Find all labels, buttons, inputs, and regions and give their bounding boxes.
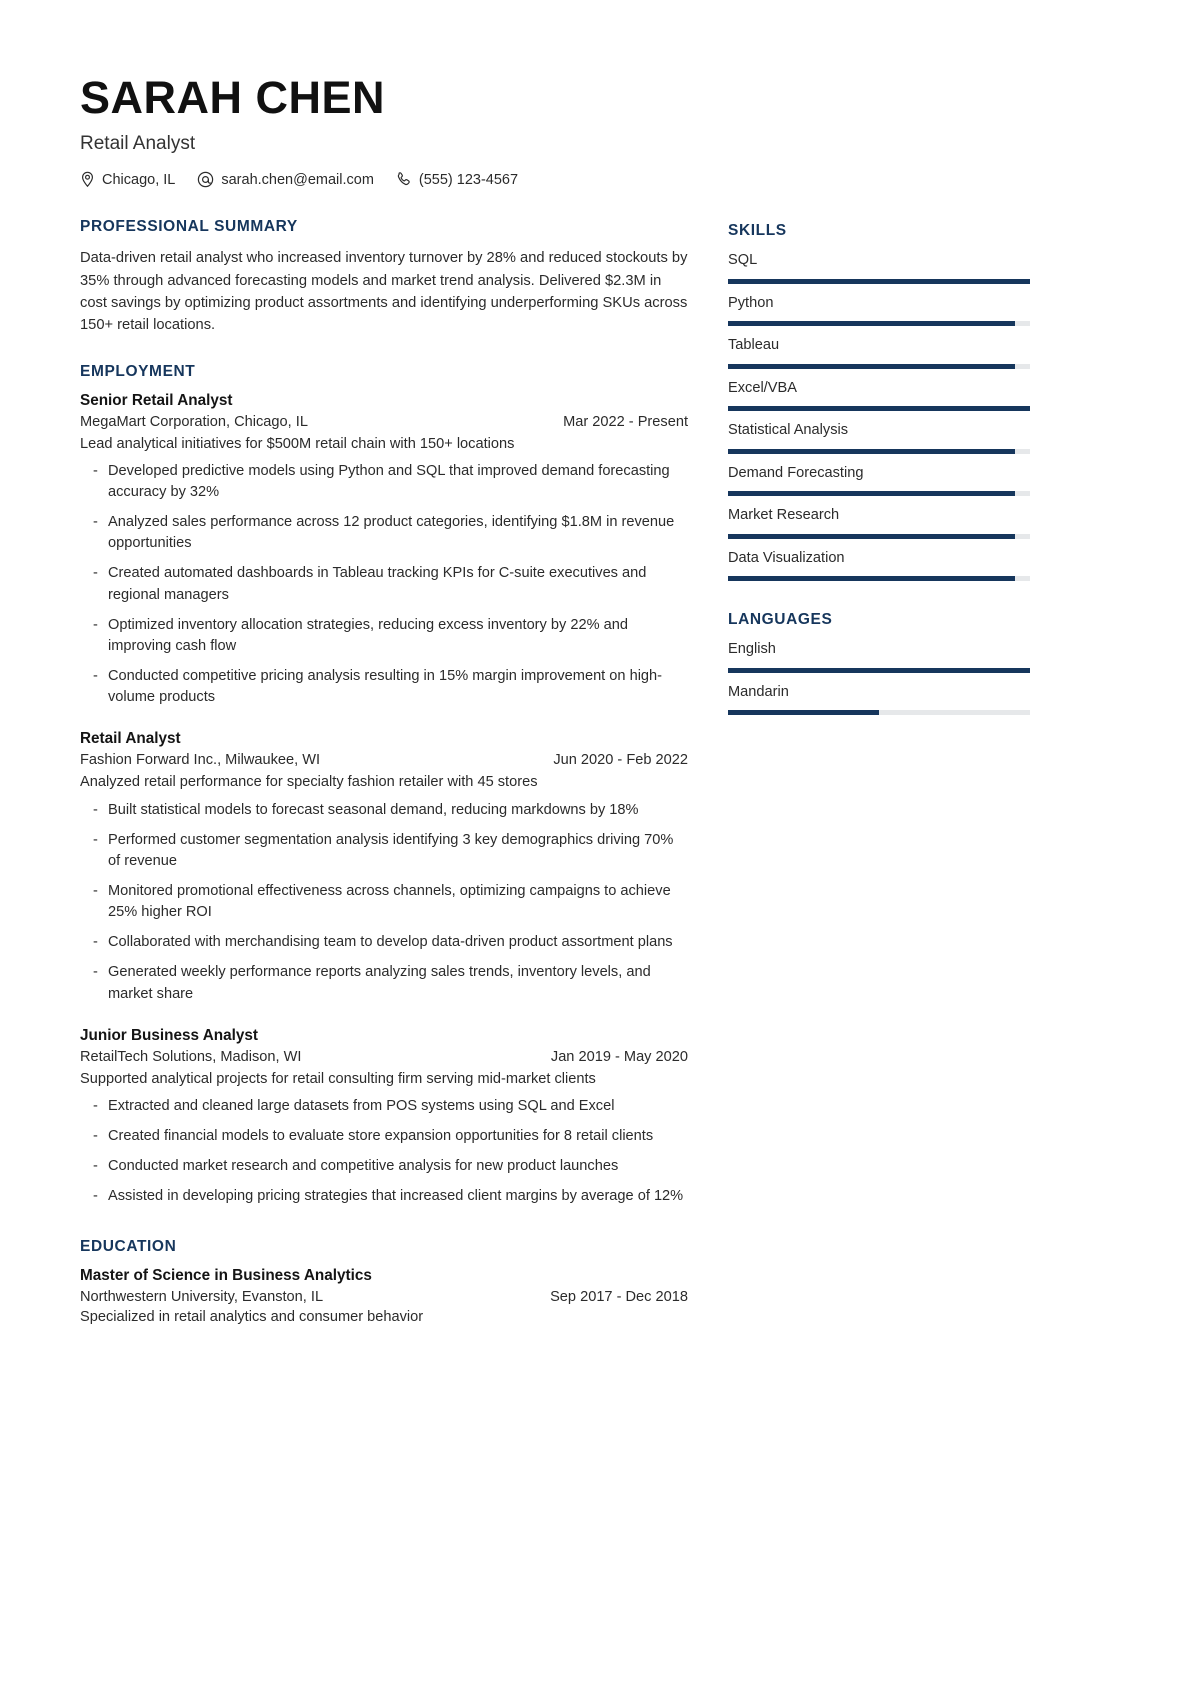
skill-item bbox=[728, 380, 1030, 412]
job-meta bbox=[80, 752, 688, 768]
location-pin-icon bbox=[80, 171, 95, 188]
professional-summary-text: Data-driven retail analyst who increased inventory turnover by 28% and reduced stockouts by 35% through advanced forecasting models and market trend analysis. Delivered $2.3M in cost savings by optimizing product assortments and identifying underperforming SKUs across 150+ retail locations. bbox=[80, 250, 688, 334]
job-bullet-text: Created automated dashboards in Tableau tracking KPIs for C-suite executives and regional managers bbox=[108, 565, 647, 603]
languages-heading: LANGUAGES bbox=[728, 611, 833, 629]
job-bullet bbox=[80, 932, 688, 953]
skill-item-bar-track bbox=[728, 279, 1030, 284]
job-bullet bbox=[80, 512, 688, 554]
contact-phone-text: (555) 123-4567 bbox=[418, 171, 519, 188]
bullet-dash-icon: - bbox=[93, 1128, 98, 1145]
education-description: Specialized in retail analytics and consumer behavior bbox=[80, 1308, 424, 1325]
section-languages bbox=[728, 611, 1030, 715]
language-item-label: English bbox=[728, 641, 776, 658]
bullet-dash-icon: - bbox=[93, 1097, 98, 1114]
job-meta bbox=[80, 1049, 688, 1065]
candidate-role: Retail Analyst bbox=[80, 133, 196, 155]
job-company: MegaMart Corporation, Chicago, IL bbox=[80, 413, 308, 430]
skills-list bbox=[728, 252, 1030, 581]
skill-item-bar-fill bbox=[728, 449, 1015, 454]
job-bullet bbox=[80, 1186, 688, 1207]
bullet-dash-icon: - bbox=[93, 514, 98, 531]
skill-item-bar-track bbox=[728, 321, 1030, 326]
contact-email bbox=[197, 171, 374, 188]
job-title: Junior Business Analyst bbox=[80, 1026, 258, 1044]
job-bullet bbox=[80, 1096, 688, 1117]
job-bullet bbox=[80, 1156, 688, 1177]
job-bullet bbox=[80, 1126, 688, 1147]
education-meta bbox=[80, 1289, 688, 1305]
professional-summary-heading: PROFESSIONAL SUMMARY bbox=[80, 218, 298, 236]
job-bullet-text: Monitored promotional effectiveness across channels, optimizing campaigns to achieve 25% higher ROI bbox=[108, 882, 671, 921]
bullet-dash-icon: - bbox=[93, 882, 98, 899]
main-column bbox=[80, 218, 688, 1350]
resume-header bbox=[80, 74, 1120, 188]
skill-item-bar-track bbox=[728, 491, 1030, 496]
education-degree: Master of Science in Business Analytics bbox=[80, 1266, 372, 1284]
skill-item-label: Statistical Analysis bbox=[728, 422, 849, 439]
job-dates: Jan 2019 - May 2020 bbox=[550, 1048, 688, 1065]
job-bullet-text: Developed predictive models using Python and SQL that improved demand forecasting accuracy by 32% bbox=[108, 462, 670, 500]
bullet-dash-icon: - bbox=[93, 462, 98, 479]
skill-item-label: SQL bbox=[728, 252, 758, 269]
job-bullet-text: Collaborated with merchandising team to develop data-driven product assortment plans bbox=[108, 934, 673, 951]
job-title: Retail Analyst bbox=[80, 730, 181, 748]
job-bullet-list bbox=[80, 461, 688, 709]
skill-item-label: Tableau bbox=[728, 337, 780, 354]
language-item bbox=[728, 641, 1030, 673]
job-bullet-text: Extracted and cleaned large datasets from POS systems using SQL and Excel bbox=[108, 1097, 615, 1114]
skill-item bbox=[728, 337, 1030, 369]
job-bullet-text: Optimized inventory allocation strategies, reducing excess inventory by 22% and improving cash flow bbox=[108, 616, 628, 654]
language-item-bar-track bbox=[728, 668, 1030, 673]
employment-entry bbox=[80, 392, 688, 709]
job-bullet-text: Created financial models to evaluate store expansion opportunities for 8 retail clients bbox=[108, 1128, 654, 1145]
job-company: Fashion Forward Inc., Milwaukee, WI bbox=[80, 752, 321, 769]
section-employment bbox=[80, 363, 688, 1208]
job-dates: Mar 2022 - Present bbox=[563, 413, 688, 430]
skill-item bbox=[728, 550, 1030, 582]
employment-entry bbox=[80, 730, 688, 1004]
skill-item-bar-track bbox=[728, 534, 1030, 539]
skill-item bbox=[728, 507, 1030, 539]
section-skills bbox=[728, 222, 1030, 581]
job-title: Senior Retail Analyst bbox=[80, 391, 233, 409]
job-bullet bbox=[80, 666, 688, 708]
education-list bbox=[80, 1267, 688, 1325]
bullet-dash-icon: - bbox=[93, 964, 98, 981]
job-bullet-list bbox=[80, 800, 688, 1005]
skill-item-label: Excel/VBA bbox=[728, 379, 797, 396]
skill-item-label: Data Visualization bbox=[728, 549, 845, 566]
email-at-icon bbox=[197, 171, 214, 188]
education-entry bbox=[80, 1267, 688, 1325]
bullet-dash-icon: - bbox=[93, 1188, 98, 1205]
job-bullet-text: Performed customer segmentation analysis identifying 3 key demographics driving 70% of revenue bbox=[108, 831, 674, 869]
skill-item-bar-fill bbox=[728, 576, 1015, 581]
job-company: RetailTech Solutions, Madison, WI bbox=[80, 1048, 302, 1065]
employment-list bbox=[80, 392, 688, 1208]
skill-item-bar-track bbox=[728, 576, 1030, 581]
job-bullet bbox=[80, 830, 688, 872]
skill-item-label: Demand Forecasting bbox=[728, 464, 864, 481]
skill-item-bar-track bbox=[728, 449, 1030, 454]
job-description: Analyzed retail performance for specialty fashion retailer with 45 stores bbox=[80, 774, 538, 791]
job-bullet-text: Built statistical models to forecast seasonal demand, reducing markdowns by 18% bbox=[108, 801, 639, 818]
education-dates: Sep 2017 - Dec 2018 bbox=[550, 1288, 688, 1305]
skill-item bbox=[728, 465, 1030, 497]
languages-list bbox=[728, 641, 1030, 715]
skill-item-bar-track bbox=[728, 364, 1030, 369]
language-item-bar-fill bbox=[728, 668, 1030, 673]
job-bullet bbox=[80, 563, 688, 605]
contact-location-text: Chicago, IL bbox=[102, 171, 176, 188]
job-bullet-text: Conducted competitive pricing analysis resulting in 15% margin improvement on high-volume products bbox=[108, 668, 663, 706]
bullet-dash-icon: - bbox=[93, 831, 98, 848]
skill-item bbox=[728, 252, 1030, 284]
language-item-bar-fill bbox=[728, 710, 879, 715]
language-item-bar-track bbox=[728, 710, 1030, 715]
job-bullet bbox=[80, 800, 688, 821]
job-dates: Jun 2020 - Feb 2022 bbox=[553, 752, 688, 769]
section-education bbox=[80, 1238, 688, 1325]
job-meta bbox=[80, 414, 688, 430]
bullet-dash-icon: - bbox=[93, 616, 98, 633]
skill-item-bar-fill bbox=[728, 279, 1030, 284]
job-bullet bbox=[80, 461, 688, 503]
education-school: Northwestern University, Evanston, IL bbox=[80, 1288, 324, 1305]
job-bullet bbox=[80, 962, 688, 1004]
bullet-dash-icon: - bbox=[93, 668, 98, 685]
contact-phone bbox=[396, 171, 518, 188]
skill-item-bar-fill bbox=[728, 491, 1015, 496]
bullet-dash-icon: - bbox=[93, 934, 98, 951]
job-bullet-text: Generated weekly performance reports analyzing sales trends, inventory levels, and market share bbox=[108, 964, 651, 1002]
bullet-dash-icon: - bbox=[93, 801, 98, 818]
bullet-dash-icon: - bbox=[93, 1158, 98, 1175]
job-description: Supported analytical projects for retail consulting firm serving mid-market clients bbox=[80, 1070, 596, 1087]
employment-heading: EMPLOYMENT bbox=[80, 362, 196, 380]
job-description: Lead analytical initiatives for $500M retail chain with 150+ locations bbox=[80, 435, 515, 452]
contact-location bbox=[80, 171, 175, 188]
contact-email-text: sarah.chen@email.com bbox=[221, 171, 374, 188]
employment-entry bbox=[80, 1027, 688, 1208]
skills-heading: SKILLS bbox=[728, 222, 787, 240]
phone-icon bbox=[396, 171, 412, 188]
job-bullet-list bbox=[80, 1096, 688, 1208]
skill-item-bar-fill bbox=[728, 364, 1015, 369]
job-bullet bbox=[80, 615, 688, 657]
job-bullet-text: Assisted in developing pricing strategies that increased client margins by average of 12% bbox=[108, 1188, 684, 1205]
resume-body bbox=[80, 218, 1120, 1350]
contact-row bbox=[80, 171, 1120, 188]
bullet-dash-icon: - bbox=[93, 565, 98, 582]
candidate-name: SARAH CHEN bbox=[80, 72, 386, 123]
language-item bbox=[728, 684, 1030, 716]
skill-item bbox=[728, 422, 1030, 454]
section-professional-summary bbox=[80, 218, 688, 336]
education-heading: EDUCATION bbox=[80, 1237, 177, 1255]
skill-item bbox=[728, 295, 1030, 327]
skill-item-bar-fill bbox=[728, 534, 1015, 539]
skill-item-label: Market Research bbox=[728, 507, 840, 524]
skill-item-label: Python bbox=[728, 294, 774, 311]
skill-item-bar-fill bbox=[728, 321, 1015, 326]
skill-item-bar-fill bbox=[728, 406, 1030, 411]
sidebar-column bbox=[728, 218, 1030, 726]
job-bullet bbox=[80, 881, 688, 923]
job-bullet-text: Analyzed sales performance across 12 product categories, identifying $1.8M in revenue opportunities bbox=[108, 514, 675, 552]
job-bullet-text: Conducted market research and competitive analysis for new product launches bbox=[108, 1158, 619, 1175]
skill-item-bar-track bbox=[728, 406, 1030, 411]
language-item-label: Mandarin bbox=[728, 683, 789, 700]
